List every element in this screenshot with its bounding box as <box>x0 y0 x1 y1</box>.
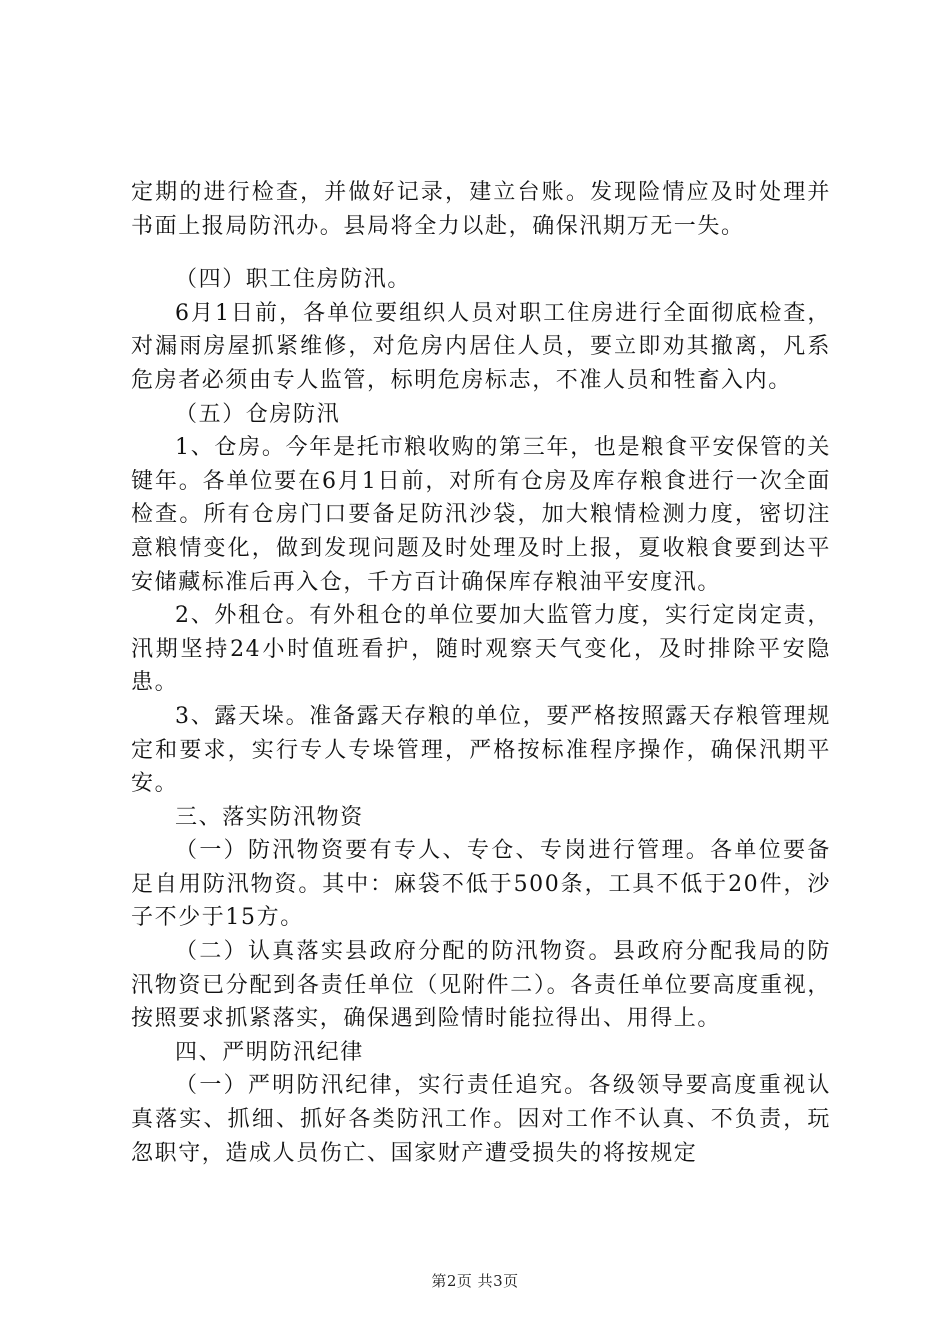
paragraph-rented-warehouse: 2、外租仓。有外租仓的单位要加大监管力度，实行定岗定责，汛期坚持24小时值班看护，随时观察天气变化，及时排除平安隐患。 <box>131 603 831 696</box>
section-heading-warehouse: （五）仓房防汛 <box>175 401 341 427</box>
paragraph-warehouse: 1、仓房。今年是托市粮收购的第三年，也是粮食平安保管的关键年。各单位要在6月1日前，对所有仓房及库存粮食进行一次全面检查。所有仓房门口要备足防汛沙袋，加大粮情检测力度，密切注意粮情变化，做到发现问题及时处理及时上报，夏收粮食要到达平安储藏标准后再入仓，千方百计确保库存粮油平安度汛。 <box>131 435 831 595</box>
section-heading-discipline: 四、严明防汛纪律 <box>175 1039 364 1065</box>
paragraph-gap <box>131 243 831 263</box>
paragraph-staff-housing: 6月1日前，各单位要组织人员对职工住房进行全面彻底检查，对漏雨房屋抓紧维修，对危房内居住人员，要立即劝其撤离，凡系危房者必须由专人监管，标明危房标志，不准人员和牲畜入内。 <box>131 300 831 393</box>
paragraph-discipline: （一）严明防汛纪律，实行责任追究。各级领导要高度重视认真落实、抓细、抓好各类防汛工作。因对工作不认真、不负责，玩忽职守，造成人员伤亡、国家财产遭受损失的将按规定 <box>131 1073 831 1166</box>
paragraph-continuation: 定期的进行检查，并做好记录，建立台账。发现险情应及时处理并书面上报局防汛办。县局将全力以赴，确保汛期万无一失。 <box>131 180 831 239</box>
document-body <box>131 176 831 1170</box>
section-heading-staff-housing: （四）职工住房防汛。 <box>175 267 412 293</box>
page-number-footer: 第2页 共3页 <box>431 1272 519 1290</box>
paragraph-materials-allocation: （二）认真落实县政府分配的防汛物资。县政府分配我局的防汛物资已分配到各责任单位（见附件二）。各责任单位要高度重视，按照要求抓紧落实，确保遇到险情时能拉得出、用得上。 <box>131 939 831 1032</box>
paragraph-open-air-stack: 3、露天垛。准备露天存粮的单位，要严格按照露天存粮管理规定和要求，实行专人专垛管理，严格按标准程序操作，确保汛期平安。 <box>131 703 831 797</box>
section-heading-materials: 三、落实防汛物资 <box>175 804 364 830</box>
paragraph-materials-management: （一）防汛物资要有专人、专仓、专岗进行管理。各单位要备足自用防汛物资。其中：麻袋不低于500条，工具不低于20件，沙子不少于15方。 <box>131 838 831 931</box>
